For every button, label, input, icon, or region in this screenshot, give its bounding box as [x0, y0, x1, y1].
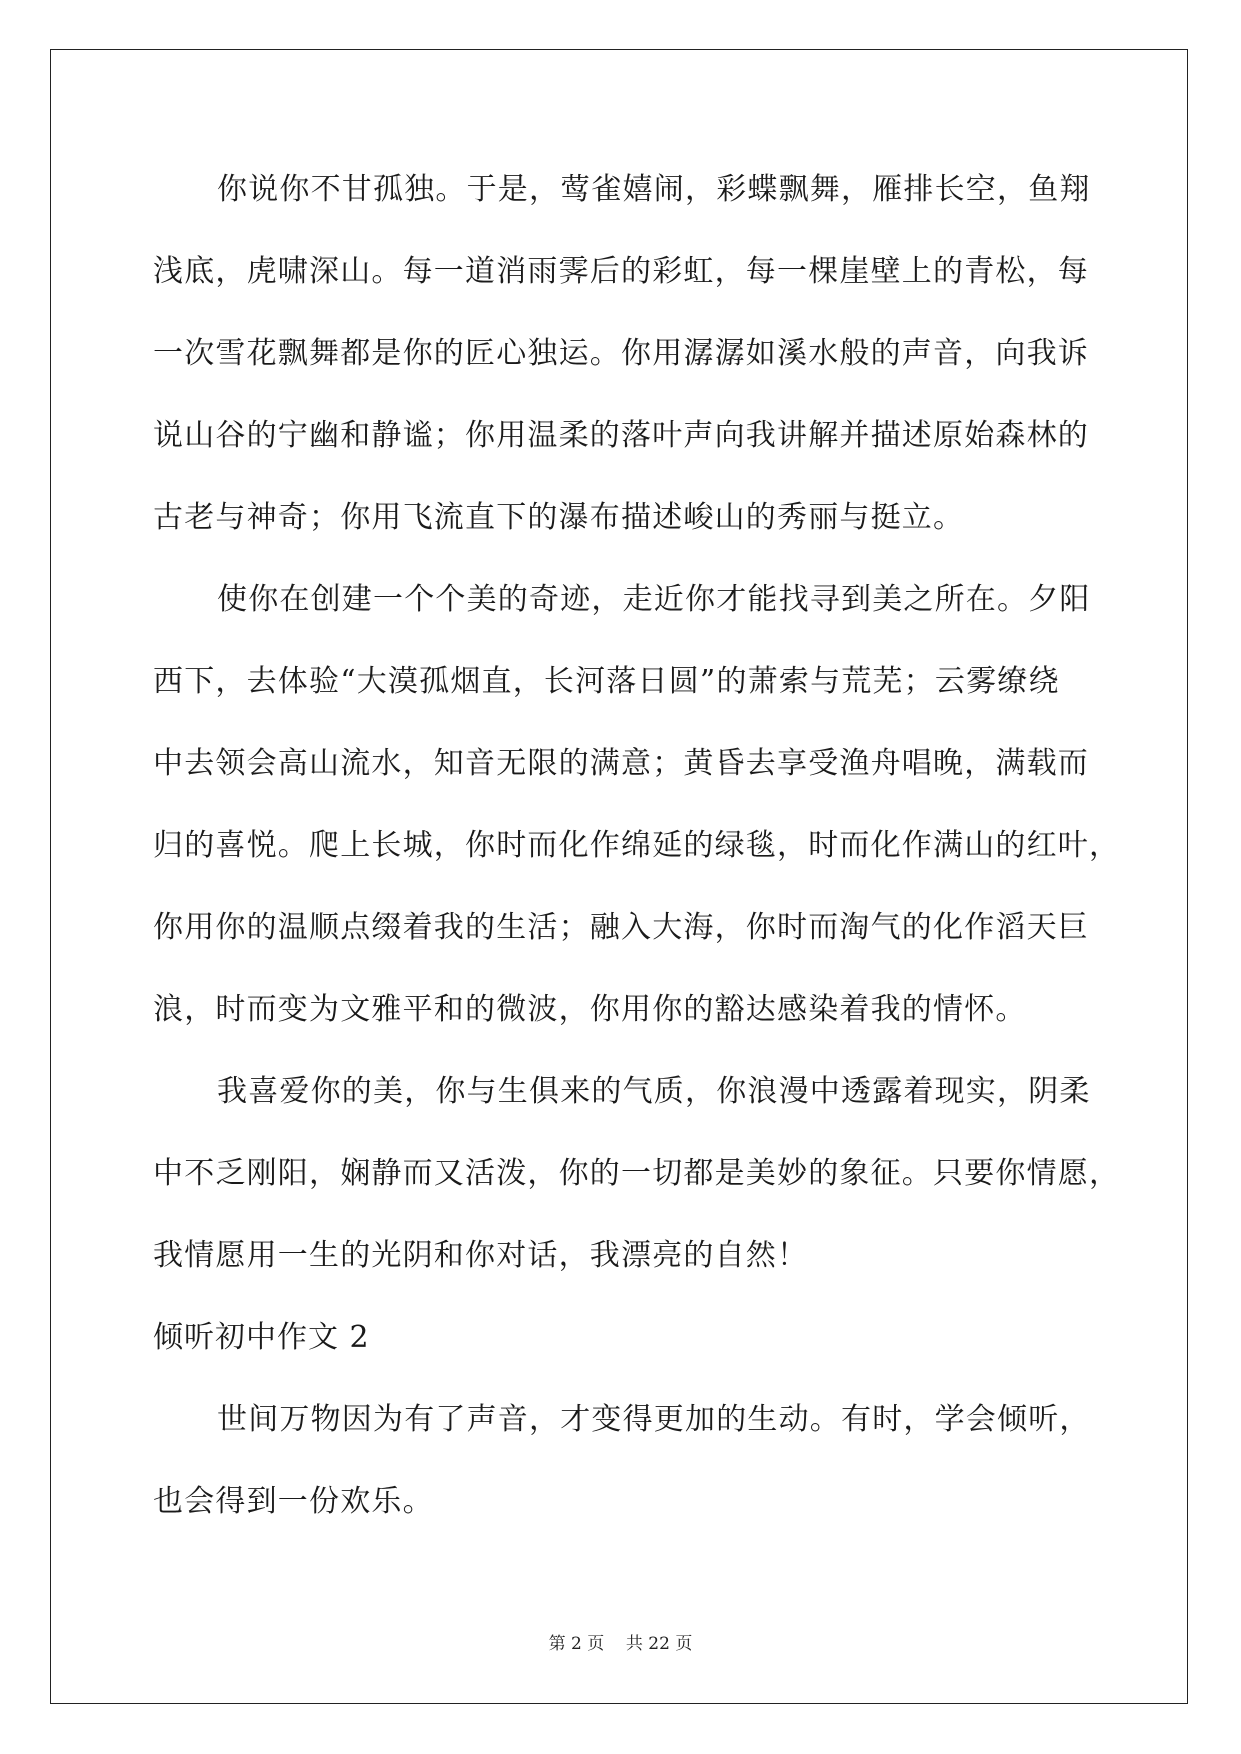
paragraph-line: 世间万物因为有了声音，才变得更加的生动。有时，学会倾听，: [217, 1402, 1091, 1437]
paragraph-line: 中不乏刚阳，娴静而又活泼，你的一切都是美妙的象征。只要你情愿，: [153, 1156, 1121, 1191]
paragraph-line: 浅底，虎啸深山。每一道消雨霁后的彩虹，每一棵崖壁上的青松，每: [153, 254, 1089, 289]
paragraph-line: 归的喜悦。爬上长城，你时而化作绵延的绿毯，时而化作满山的红叶，: [153, 828, 1121, 863]
paragraph-line: 西下，去体验“大漠孤烟直，长河落日圆”的萧索与荒芜；云雾缭绕: [153, 664, 1060, 699]
paragraph-line: 你用你的温顺点缀着我的生活；融入大海，你时而淘气的化作滔天巨: [153, 910, 1089, 945]
document-body: [153, 168, 1121, 1562]
paragraph-2: [153, 578, 1121, 1070]
paragraph-4: [153, 1398, 1091, 1562]
section-heading: 倾听初中作文 2: [153, 1320, 370, 1355]
paragraph-line: 古老与神奇；你用飞流直下的瀑布描述峻山的秀丽与挺立。: [153, 500, 965, 535]
paragraph-line: 一次雪花飘舞都是你的匠心独运。你用潺潺如溪水般的声音，向我诉: [153, 336, 1089, 371]
paragraph-line: 使你在创建一个个美的奇迹，走近你才能找寻到美之所在。夕阳: [217, 582, 1091, 617]
paragraph-line: 说山谷的宁幽和静谧；你用温柔的落叶声向我讲解并描述原始森林的: [153, 418, 1089, 453]
paragraph-line: 中去领会高山流水，知音无限的满意；黄昏去享受渔舟唱晚，满载而: [153, 746, 1089, 781]
paragraph-1: [153, 168, 1091, 578]
page-total: 共 22 页: [625, 1634, 693, 1654]
paragraph-3: [153, 1070, 1121, 1316]
paragraph-line: 浪，时而变为文雅平和的微波，你用你的豁达感染着我的情怀。: [153, 992, 1027, 1027]
paragraph-line: 我情愿用一生的光阴和你对话，我漂亮的自然！: [153, 1238, 809, 1273]
paragraph-line: 也会得到一份欢乐。: [153, 1484, 434, 1519]
paragraph-line: 你说你不甘孤独。于是，莺雀嬉闹，彩蝶飘舞，雁排长空，鱼翔: [217, 172, 1091, 207]
page-footer: [0, 1629, 1241, 1654]
page-number: 第 2 页: [548, 1634, 605, 1654]
paragraph-line: 我喜爱你的美，你与生俱来的气质，你浪漫中透露着现实，阴柔: [217, 1074, 1091, 1109]
